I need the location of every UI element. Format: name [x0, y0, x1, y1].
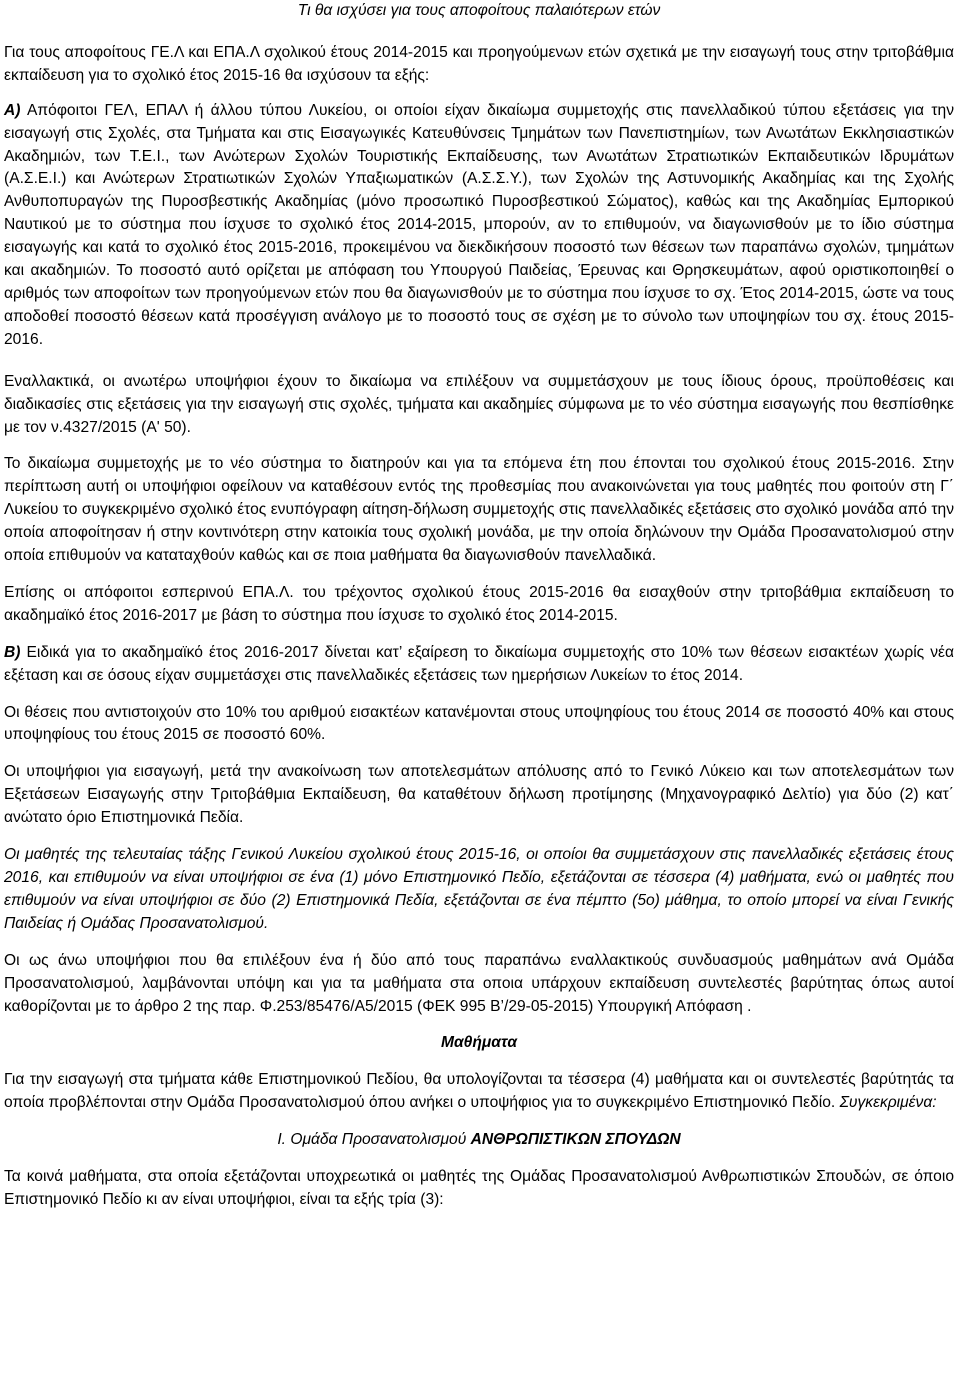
positions-paragraph: Οι θέσεις που αντιστοιχούν στο 10% του αριθμού εισακτέων κατανέμονται στους υποψηφίους του έτους 2014 σε ποσοστό 40% και στους υποψηφίους του έτους 2015 σε ποσοστό 60%. — [4, 703, 954, 744]
intro-paragraph: Για τους αποφοίτους ΓΕ.Λ και ΕΠΑ.Λ σχολικού έτους 2014-2015 και προηγούμενων ετών σχετικά με την εισαγωγή τους στην τριτοβάθμια εκπαίδευση για το σχολικό έτος 2015-16 θα ισχύσουν τα εξής: — [4, 43, 954, 84]
page-title: Τι θα ισχύσει για τους αποφοίτους παλαιότερων ετών — [297, 2, 661, 19]
section-b-label: Β) — [4, 643, 21, 661]
section-a-paragraph — [4, 100, 954, 352]
courses-paragraph — [4, 1069, 954, 1115]
section-a-label: Α) — [4, 101, 21, 119]
choice-paragraph: Οι ως άνω υποψήφιοι που θα επιλέξουν ένα ή δύο από τους παραπάνω εναλλακτικούς συνδυασμούς μαθημάτων ανά Ομάδα Προσανατολισμού, λαμβάνονται υπόψη και για τα μαθήματα στα οποια υπάρχουν εκπαίδευση συντελεστές βαρύτητας όπως αυτοί καθορίζονται με το άρθρο 2 της παρ. Φ.253/85476/Α5/2015 (ΦΕΚ 995 Β’/29-05-2015) Υπουργική Απόφαση . — [4, 951, 954, 1015]
group-heading — [4, 1129, 954, 1152]
group-heading-name: ΑΝΘΡΩΠΙΣΤΙΚΩΝ ΣΠΟΥΔΩΝ — [470, 1131, 681, 1149]
courses-tail: Συγκεκριμένα: — [839, 1094, 937, 1112]
right-paragraph: Το δικαίωμα συμμετοχής με το νέο σύστημα το διατηρούν και για τα επόμενα έτη που έπονται του σχολικού έτους 2015-2016. Στην περίπτωση αυτή οι υποψήφιοι οφείλουν να καταθέσουν εντός της προθεσμίας που ανακοινώνεται για τους μαθητές που φοιτούν στη Γ΄ Λυκείου το συγκεκριμένο σχολικό έτος ενυπόγραφη αίτηση-δήλωση συμμετοχής στις πανελλαδικές εξετάσεις στο σχολικό μονάδα από την οποία αποφοίτησαν ή στην κοντινότερη στην κατοικία τους σχολική μονάδα, με την οποία δηλώνουν την Ομάδα Προσανατολισμού στην οποία επιθυμούν να καταταχθούν καθώς και σε ποια μαθήματα θα διαγωνισθούν πανελλαδικά. — [4, 455, 954, 565]
alternative-paragraph: Εναλλακτικά, οι ανωτέρω υποψήφιοι έχουν το δικαίωμα να επιλέξουν να συμμετάσχουν με τους ίδιους όρους, προϋποθέσεις και διαδικασίες στις εξετάσεις για την εισαγωγή στις σχολές, τμήματα και ακαδημίες σύμφωνα με το νέο σύστημα εισαγωγής που θεσπίσθηκε με τον ν.4327/2015 (Α' 50). — [4, 372, 954, 436]
application-paragraph: Οι υποψήφιοι για εισαγωγή, μετά την ανακοίνωση των αποτελεσμάτων απόλυσης από το Γενικό Λύκειο και των αποτελεσμάτων των Εξετάσεων Εισαγωγής στην Τριτοβάθμια Εκπαίδευση, θα καταθέτουν δήλωση προτίμησης (Μηχανογραφικό Δελτίο) για δύο (2) κατ΄ ανώτατο όριο Επιστημονικά Πεδία. — [4, 763, 954, 827]
section-b-paragraph — [4, 642, 954, 688]
section-a-text: Απόφοιτοι ΓΕΛ, ΕΠΑΛ ή άλλου τύπου Λυκείου, οι οποίοι είχαν δικαίωμα συμμετοχής στις πανελλαδικού τύπου εξετάσεις για την εισαγωγή στις Σχολές, στα Τμήματα και στις Εισαγωγικές Κατευθύνσεις Τμημάτων των Πανεπιστημίων, των Ανωτάτων Εκκλησιαστικών Ακαδημιών, των Τ.Ε.Ι., των Ανώτερων Σχολών Τουριστικής Εκπαίδευσης, των Ανωτάτων Στρατιωτικών Εκπαιδευτικών Ιδρυμάτων (Α.Σ.Ε.Ι.) και Ανώτερων Στρατιωτικών Σχολών Υπαξιωματικών (Α.Σ.Σ.Υ.), των Σχολών της Αστυνομικής Ακαδημίας και της Σχολής Ανθυποπυραγών της Πυροσβεστικής Ακαδημίας (μόνο προσωπικό Πυροσβεστικού Σώματος), καθώς και της Ακαδημίας Εμπορικού Ναυτικού με το σύστημα που ίσχυσε το σχολικό έτος 2014-2015, μπορούν, αν το επιθυμούν, να διαγωνισθούν με το ίδιο σύστημα εισαγωγής και κατά το σχολικό έτος 2015-2016, προκειμένου να διεκδικήσουν ποσοστό των θέσεων των παραπάνω σχολών, τμημάτων και ακαδημιών. Το ποσοστό αυτό ορίζεται με απόφαση του Υπουργού Παιδείας, Έρευνας και Θρησκευμάτων, αφού οριστικοποιηθεί ο αριθμός των αποφοίτων των προηγούμενων ετών που θα διαγωνισθούν με το σύστημα που ίσχυσε το σχ. Έτος 2014-2015, ώστε να τους αποδοθεί ποσοστό θέσεων κατά προσέγγιση ανάλογο με το ποσοστό τους σε σχέση με το σύνολο των υποψηφίων του σχ. έτους 2015-2016. — [4, 101, 954, 348]
common-courses-paragraph: Τα κοινά μαθήματα, στα οποία εξετάζονται υποχρεωτικά οι μαθητές της Ομάδας Προσανατολισμού Ανθρωπιστικών Σπουδών, σε όποιο Επιστημονικό Πεδίο κι αν είναι υποψήφιοι, είναι τα εξής τρία (3): — [4, 1168, 954, 1208]
courses-heading: Μαθήματα — [441, 1034, 517, 1052]
evening-paragraph: Επίσης οι απόφοιτοι εσπερινού ΕΠΑ.Λ. του τρέχοντος σχολικού έτους 2015-2016 θα εισαχθούν στην τριτοβάθμια εκπαίδευση το ακαδημαϊκό έτος 2016-2017 με βάση το σύστημα που ίσχυσε το σχολικό έτος 2014-2015. — [4, 583, 954, 624]
section-b-text: Ειδικά για το ακαδημαϊκό έτος 2016-2017 δίνεται κατ’ εξαίρεση το δικαίωμα συμμετοχής στο 10% των θέσεων εισακτέων χωρίς νέα εξέταση και σε όσους είχαν συμμετάσχει στις πανελλαδικές εξετάσεις των ημερήσιων Λυκείων το έτος 2014. — [4, 643, 954, 684]
students-paragraph: Οι μαθητές της τελευταίας τάξης Γενικού Λυκείου σχολικού έτους 2015-16, οι οποίοι θα συμμετάσχουν στις πανελλαδικές εξετάσεις έτους 2016, και επιθυμούν να είναι υποψήφιοι σε ένα (1) μόνο Επιστημονικό Πεδίο, εξετάζονται σε τέσσερα (4) μαθήματα, ενώ οι μαθητές που επιθυμούν να είναι υποψήφιοι σε δύο (2) Επιστημονικά Πεδία, εξετάζονται σε ένα πέμπτο (5ο) μάθημα, το οποίο μπορεί να είναι Γενικής Παιδείας ή Ομάδας Προσανατολισμού. — [4, 846, 954, 932]
courses-text: Για την εισαγωγή στα τμήματα κάθε Επιστημονικού Πεδίου, θα υπολογίζονται τα τέσσερα (4) μαθήματα και οι συντελεστές βαρύτητάς τα οποία προβλέπονται στην Ομάδα Προσανατολισμού όπου ανήκει ο υποψήφιος για το συγκεκριμένο Επιστημονικό Πεδίο. — [4, 1071, 954, 1112]
group-heading-prefix: Ι. Ομάδα Προσανατολισμού — [277, 1131, 471, 1149]
